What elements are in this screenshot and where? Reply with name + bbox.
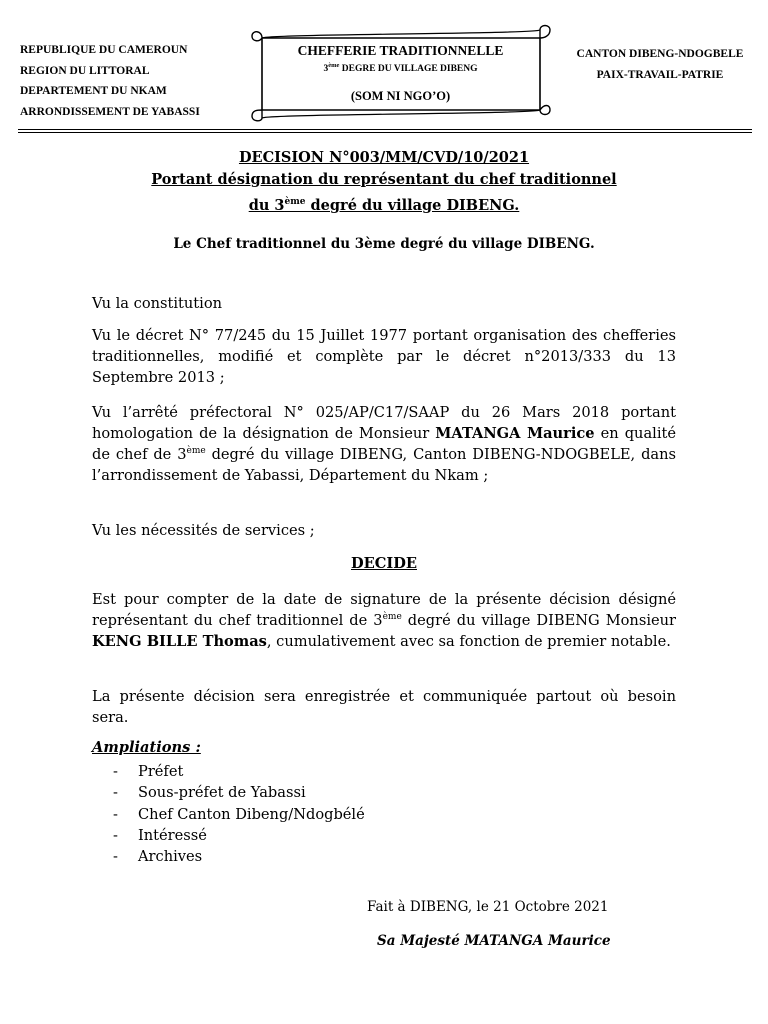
article-text: Est pour compter de la date de signature de la présente décision désigné représentant du chef traditionnel de 3 [92,591,676,629]
village-degree-text: DEGRE DU VILLAGE DIBENG [339,64,478,75]
list-dash: - [113,784,118,802]
subject-prefix: du 3 [248,196,285,214]
header-right-block [560,44,760,85]
article-enregistrement: La présente décision sera enregistrée et communiquée partout où besoin sera. [92,688,676,726]
degree-sup: ème [186,446,206,457]
ampliation-entry: Intéressé [138,826,207,844]
authority-line: Le Chef traditionnel du 3ème degré du village DIBENG. [173,236,595,252]
degree-sup: ème [382,612,402,623]
list-item [113,846,365,867]
header-divider [18,129,752,130]
vu-decret: Vu le décret N° 77/245 du 15 Juillet 1977 portant organisation des chefferies traditionnelles, modifié et complète par le décret n°2013/333 du 13 Septembre 2013 ; [92,327,676,386]
vu-arrete-text: Vu l’arrêté préfectoral N° 025/AP/C17/SAAP du 26 Mars 2018 portant homologation de la désignation de Monsieur [92,404,676,442]
village-degree-line [248,59,553,76]
header-right-line: PAIX-TRAVAIL-PATRIE [596,68,724,81]
subject-sup: ème [284,197,306,207]
chefferie-title: CHEFFERIE TRADITIONNELLE [297,43,504,58]
article-text: degré du village DIBENG Monsieur [401,612,676,629]
list-item [113,782,365,803]
motto: (SOM NI NGO’O) [350,89,451,104]
ampliations-heading: Ampliations : [92,739,201,756]
list-dash: - [113,805,118,823]
header-left-line: REPUBLIQUE DU CAMEROUN [20,44,188,56]
signature-name: Sa Majesté MATANGA Maurice [377,933,611,949]
decision-subject-line: Portant désignation du représentant du chef traditionnel [151,171,617,188]
degree-number: 3 [323,64,329,75]
article-text: , cumulativement avec sa fonction de premier notable. [266,633,671,650]
subject-suffix: degré du village DIBENG. [305,196,520,214]
list-dash: - [113,826,118,844]
vu-constitution: Vu la constitution [92,295,223,312]
vu-arrete-text: degré du village DIBENG, Canton DIBENG-NDOGBELE, dans l’arrondissement de Yabassi, Département du Nkam ; [92,446,676,484]
ampliation-entry: Archives [138,848,203,866]
header-left-line: ARRONDISSEMENT DE YABASSI [20,105,200,118]
list-dash: - [113,763,118,780]
decision-title [0,147,768,217]
vu-arrete [92,402,676,486]
ampliation-entry: Chef Canton Dibeng/Ndogbélé [138,805,365,823]
vu-necessites: Vu les nécessités de services ; [92,522,315,539]
ampliation-entry: Préfet [138,763,184,780]
article-designation [92,589,676,652]
decision-subject-line [0,191,768,217]
place-date-line: Fait à DIBENG, le 21 Octobre 2021 [367,899,609,915]
scroll-banner-text [248,42,553,104]
header-right-line: CANTON DIBENG-NDOGBELE [576,48,744,60]
header-left-line: DEPARTEMENT DU NKAM [20,85,167,97]
ampliation-entry: Sous-préfet de Yabassi [138,784,306,802]
scroll-banner [248,24,553,122]
degree-suffix: ème [328,62,340,69]
chief-name: MATANGA Maurice [435,425,595,442]
list-dash: - [113,848,118,866]
decision-number: DECISION N°003/MM/CVD/10/2021 [238,149,530,166]
list-item [113,761,365,782]
header-left-block [20,40,200,122]
representative-name: KENG BILLE Thomas [92,633,267,650]
header-divider [18,132,752,133]
ampliations-list [113,761,365,867]
decide-heading: DECIDE [351,555,417,572]
list-item [113,804,365,825]
list-item [113,825,365,846]
vu-arrete-text: en qualité de chef de 3 [92,425,676,463]
header-left-line: REGION DU LITTORAL [20,64,150,77]
